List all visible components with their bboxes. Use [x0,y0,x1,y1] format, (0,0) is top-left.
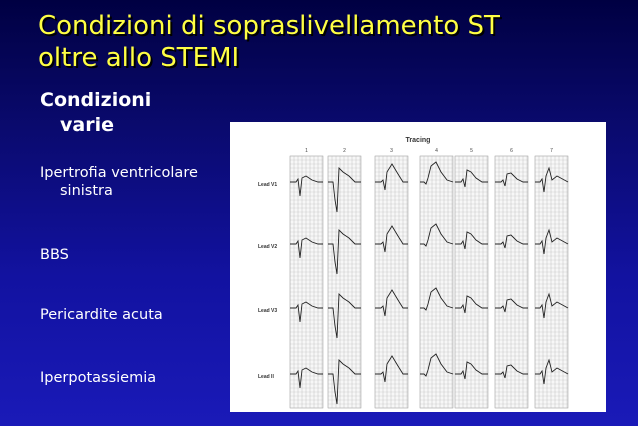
ecg-column-label: 1 [305,148,308,154]
condition-lvh [40,164,198,200]
slide-title [38,10,628,74]
sidebar-heading-line1: Condizioni [40,89,152,111]
ecg-tracing-svg [230,122,606,412]
ecg-figure [230,122,606,412]
slide-title-line2: oltre allo STEMI [38,43,240,73]
ecg-grid-column [290,156,323,408]
ecg-lead-label: Lead II [258,374,274,380]
sidebar [40,88,230,138]
ecg-lead-label: Lead V1 [258,182,278,188]
condition-hyperkalemia [40,369,156,387]
ecg-column-label: 6 [510,148,513,154]
ecg-title: Tracing [405,137,431,144]
ecg-column-label: 4 [435,148,438,154]
ecg-column-label: 5 [470,148,473,154]
ecg-column-label: 2 [343,148,346,154]
ecg-grid-column [375,156,408,408]
condition-pericarditis-label: Pericardite acuta [40,307,163,323]
ecg-grid-panels [290,156,568,408]
condition-lvh-line1: Ipertrofia ventricolare [40,165,198,181]
ecg-grid-column [455,156,488,408]
condition-lbbb [40,246,69,264]
ecg-column-label: 7 [550,148,553,154]
condition-lbbb-label: BBS [40,247,69,263]
slide-title-line1: Condizioni di sopraslivellamento ST [38,11,500,41]
ecg-grid-column [328,156,361,408]
ecg-lead-label: Lead V2 [258,244,278,250]
sidebar-heading-line2: varie [60,114,114,136]
ecg-column-labels [305,148,553,154]
ecg-lead-label: Lead V3 [258,308,278,314]
condition-lvh-line2: sinistra [60,183,113,199]
condition-hyperkalemia-label: Iperpotassiemia [40,370,157,386]
ecg-column-label: 3 [390,148,393,154]
condition-pericarditis [40,306,163,324]
ecg-grid-column [495,156,528,408]
ecg-lead-labels [258,182,277,380]
ecg-grid-column [420,156,453,408]
sidebar-heading [40,88,230,138]
